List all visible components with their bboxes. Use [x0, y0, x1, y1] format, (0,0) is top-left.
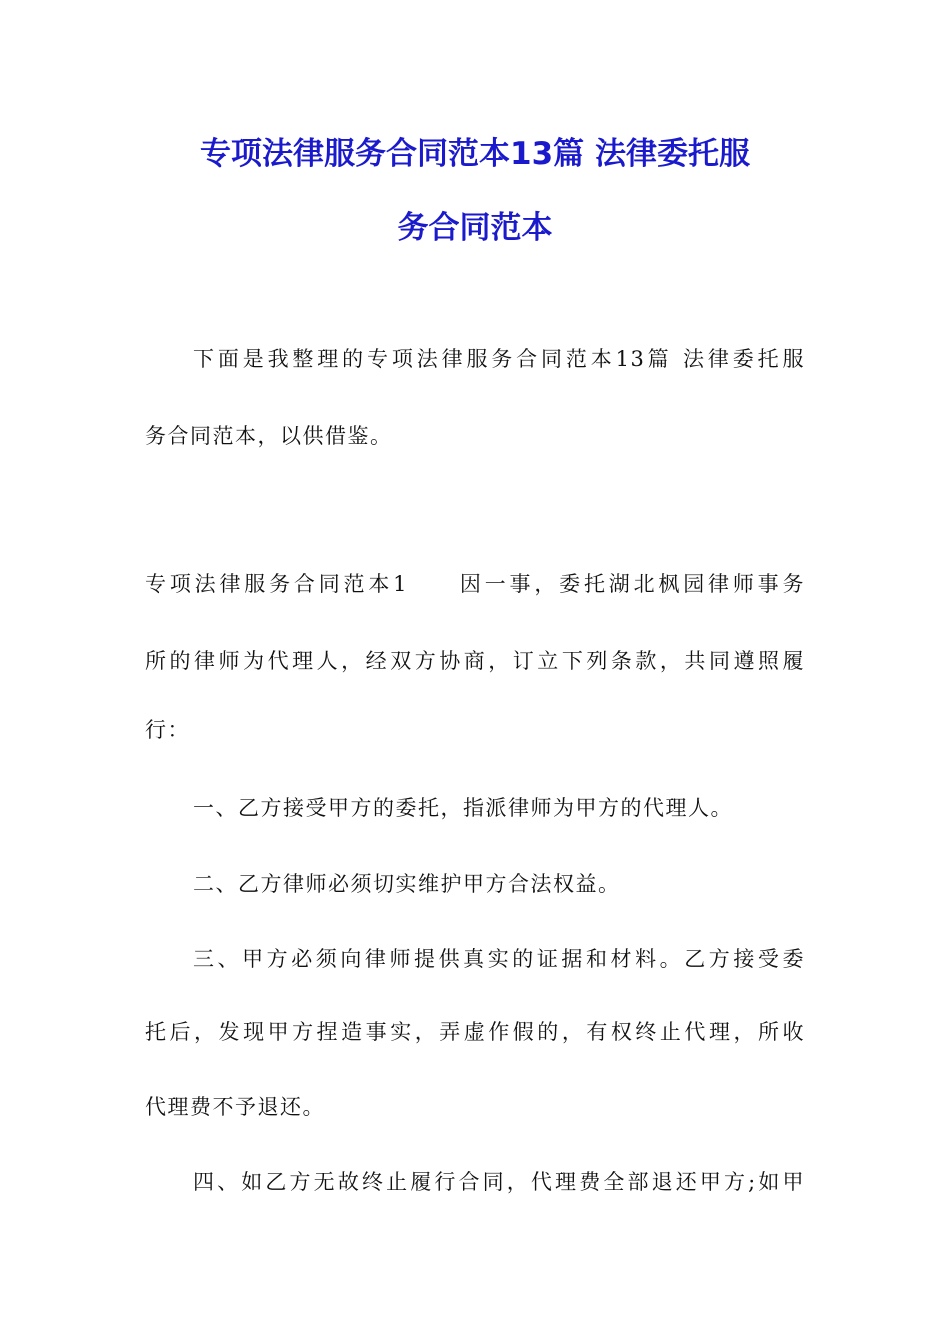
clause-1: 一、乙方接受甲方的委托，指派律师为甲方的代理人。 — [193, 796, 733, 820]
document-title-line-1: 专项法律服务合同范本13篇 法律委托服 — [200, 136, 750, 172]
intro-line-2: 务合同范本，以供借鉴。 — [145, 424, 393, 448]
section1-line-3: 行： — [145, 718, 190, 742]
clause-3-line-2: 托后，发现甲方捏造事实，弄虚作假的，有权终止代理，所收 — [145, 1020, 805, 1044]
clause-2: 二、乙方律师必须切实维护甲方合法权益。 — [193, 872, 621, 896]
section1-line-2: 所的律师为代理人，经双方协商，订立下列条款，共同遵照履 — [145, 649, 805, 673]
clause-4-line-1: 四、如乙方无故终止履行合同，代理费全部退还甲方;如甲 — [193, 1170, 805, 1194]
document-title-line-2: 务合同范本 — [397, 210, 553, 246]
clause-3-line-1: 三、甲方必须向律师提供真实的证据和材料。乙方接受委 — [193, 947, 805, 971]
section1-line-1: 专项法律服务合同范本1 因一事，委托湖北枫园律师事务 — [145, 572, 805, 596]
clause-3-line-3: 代理费不予退还。 — [145, 1095, 325, 1119]
intro-line-1: 下面是我整理的专项法律服务合同范本13篇 法律委托服 — [193, 347, 805, 371]
